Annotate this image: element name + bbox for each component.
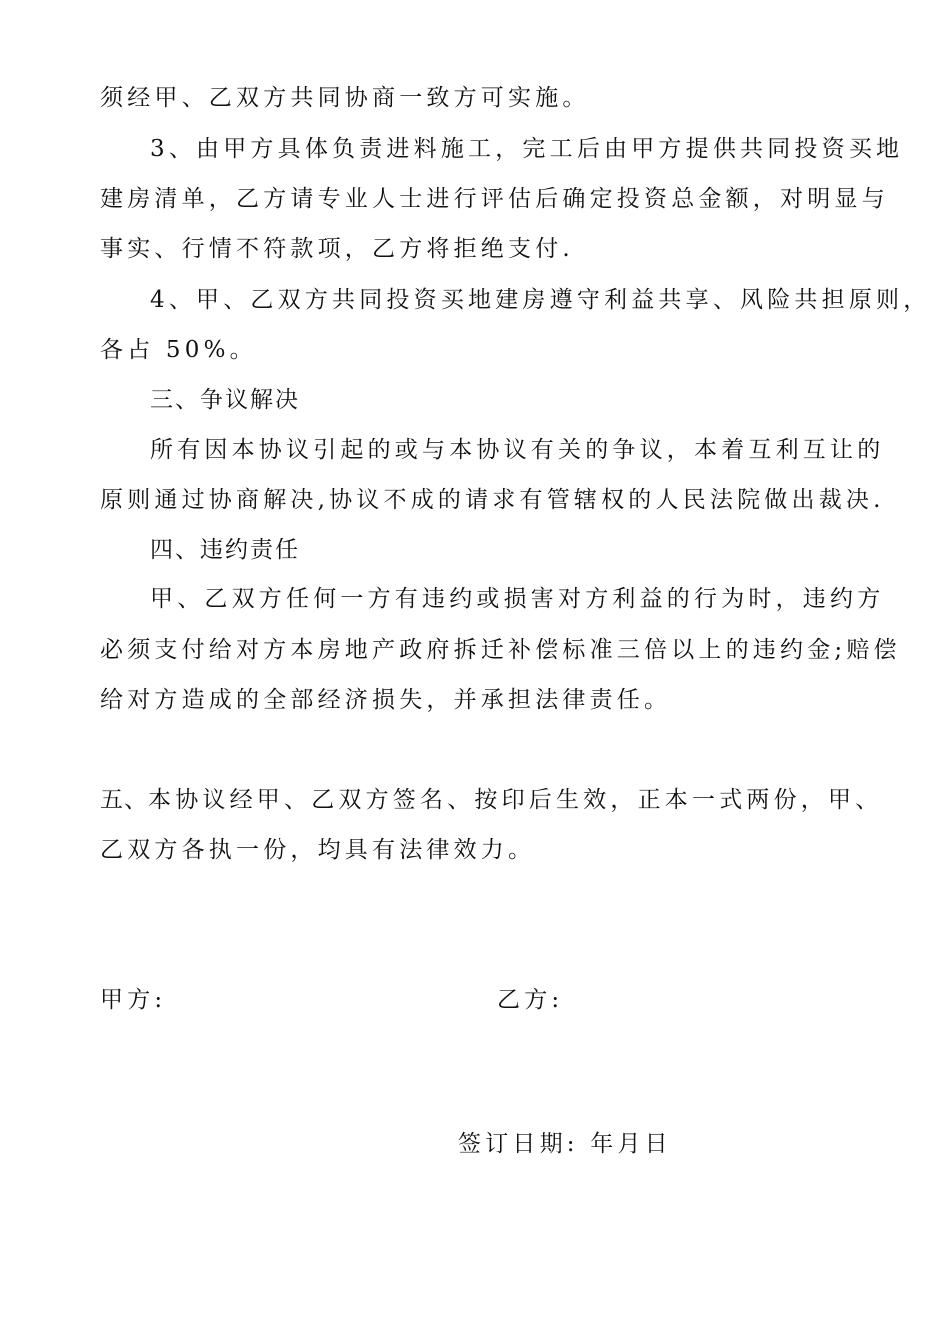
paragraph-line: 须经甲、乙双方共同协商一致方可实施。 — [100, 85, 590, 111]
paragraph-line: 乙双方各执一份，均具有法律效力。 — [100, 837, 536, 863]
paragraph-line: 各占 50%。 — [100, 337, 257, 363]
paragraph-line: 甲、乙双方任何一方有违约或损害对方利益的行为时，违约方 — [150, 586, 885, 612]
paragraph-line: 事实、行情不符款项，乙方将拒绝支付. — [100, 236, 574, 262]
paragraph-line: 原则通过协商解决,协议不成的请求有管辖权的人民法院做出裁决. — [100, 487, 885, 513]
clause-4-line: 4、甲、乙双方共同投资买地建房遵守利益共享、风险共担原则， — [150, 287, 931, 313]
section-5-first-line — [100, 784, 882, 816]
section-5-text: 本协议经甲、乙双方签名、按印后生效，正本一式两份，甲、 — [148, 787, 883, 813]
paragraph-line: 所有因本协议引起的或与本协议有关的争议，本着互利互让的 — [150, 437, 885, 463]
party-b-signature-label: 乙方: — [497, 987, 564, 1013]
paragraph-line: 建房清单，乙方请专业人士进行评估后确定投资总金额，对明显与 — [100, 186, 889, 212]
paragraph-line: 给对方造成的全部经济损失，并承担法律责任。 — [100, 687, 672, 713]
signing-date-label: 签订日期: 年月日 — [458, 1131, 672, 1157]
section-heading-breach: 四、违约责任 — [150, 537, 300, 563]
clause-3-line: 3、由甲方具体负责进料施工，完工后由甲方提供共同投资买地 — [150, 136, 904, 162]
section-heading-dispute: 三、争议解决 — [150, 387, 300, 413]
party-a-signature-label: 甲方: — [100, 987, 167, 1013]
section-5-lead: 五、 — [100, 787, 148, 813]
paragraph-line: 必须支付给对方本房地产政府拆迁补偿标准三倍以上的违约金;赔偿 — [100, 637, 901, 663]
